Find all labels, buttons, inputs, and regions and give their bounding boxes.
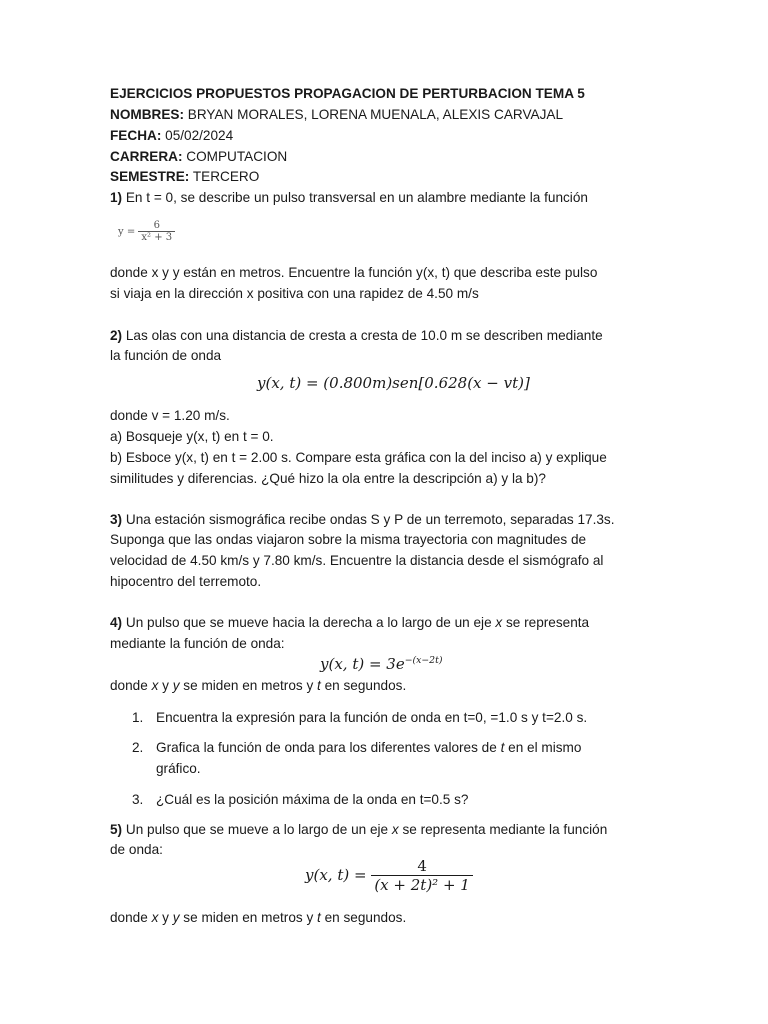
problem-4-l3-d: en segundos. [320,678,407,693]
carrera-line [110,147,287,167]
problem-4-eq-exponent: −(x−2t) [404,655,443,666]
problem-4-l3-x: x [151,678,159,693]
problem-5-l3-a: donde [110,910,152,925]
carrera-value: COMPUTACION [182,149,288,164]
semestre-label: SEMESTRE: [110,169,190,184]
problem-5-number: 5) [110,822,123,837]
problem-5-eq-lhs: y(x, t) = [305,865,367,884]
list-item-var-t: t [500,740,505,755]
problem-1-statement [110,188,588,208]
problem-2-line-3: donde v = 1.20 m/s. [110,408,230,423]
problem-3-statement [110,510,615,530]
problem-4-l3-b: y [158,678,173,693]
problem-2-equation: y(x, t) = (0.800m)sen[0.628(x − vt)] [257,374,530,392]
problem-3-line-2: Suponga que las ondas viajaron sobre la misma trayectoria con magnitudes de [110,532,587,547]
problem-5-l3-t: t [317,910,321,925]
nombres-line [110,105,563,125]
problem-5-eq-denominator: (x + 2t)² + 1 [371,875,473,894]
list-item-text-a: Grafica la función de onda para los diferentes valores de [156,740,501,755]
problem-1-number: 1) [110,190,123,205]
problem-1-line-3: si viaja en la dirección x positiva con una rapidez de 4.50 m/s [110,286,479,301]
fecha-line [110,126,233,146]
list-item-number: 3. [132,792,144,807]
problem-3-line-4: hipocentro del terremoto. [110,574,262,589]
problem-1-eq-numerator: 6 [153,220,160,231]
problem-5-var-x: x [391,822,399,837]
fecha-value: 05/02/2024 [161,128,234,143]
problem-1-eq-lhs: y = [118,226,136,238]
problem-3-number: 3) [110,512,123,527]
problem-4-text-b: se representa [502,615,590,630]
list-item-text: Encuentra la expresión para la función de onda en t=0, =1.0 s y t=2.0 s. [156,710,588,725]
list-item-text-2: gráfico. [156,761,201,776]
problem-2-statement [110,326,603,346]
carrera-label: CARRERA: [110,149,183,164]
problem-5-equation [305,858,473,894]
problem-5-eq-numerator: 4 [417,857,427,875]
problem-3-line-3: velocidad de 4.50 km/s y 7.80 km/s. Encuentre la distancia desde el sismógrafo al [110,553,604,568]
problem-4-var-x: x [495,615,503,630]
problem-4-equation [320,655,442,673]
problem-5-l3-y: y [172,910,180,925]
list-item-number: 1. [132,710,144,725]
document-title: EJERCICIOS PROPUESTOS PROPAGACION DE PERTURBACION TEMA 5 [110,86,585,101]
problem-1-line-2: donde x y y están en metros. Encuentre la función y(x, t) que describa este pulso [110,265,598,280]
problem-5-l3-d: en segundos. [320,910,407,925]
list-item-text: ¿Cuál es la posición máxima de la onda en t=0.5 s? [156,792,469,807]
problem-2-line-2: la función de onda [110,348,222,363]
problem-5-text-a: Un pulso que se mueve a lo largo de un eje [122,822,392,837]
problem-2-item-a: a) Bosqueje y(x, t) en t = 0. [110,429,274,444]
problem-2-text: Las olas con una distancia de cresta a cresta de 10.0 m se describen mediante [122,328,603,343]
problem-4-l3-y: y [172,678,180,693]
problem-4-eq-lhs: y(x, t) = 3e [320,655,405,673]
problem-4-l3-t: t [317,678,321,693]
problem-5-line-3 [110,908,406,928]
problem-4-text-a: Un pulso que se mueve hacia la derecha a lo largo de un eje [122,615,496,630]
problem-5-text-b: se representa mediante la función [398,822,608,837]
nombres-label: NOMBRES: [110,107,185,122]
problem-4-line-2: mediante la función de onda: [110,636,285,651]
fecha-label: FECHA: [110,128,162,143]
problem-5-l3-b: y [158,910,173,925]
problem-4-statement [110,613,589,633]
problem-5-eq-fraction [371,858,473,894]
problem-4-line-3 [110,676,406,696]
problem-1-text: En t = 0, se describe un pulso transversal en un alambre mediante la función [122,190,588,205]
problem-4-l3-a: donde [110,678,152,693]
problem-5-line-2: de onda: [110,842,163,857]
semestre-line [110,167,259,187]
problem-2-item-b: b) Esboce y(x, t) en t = 2.00 s. Compare esta gráfica con la del inciso a) y explique [110,450,607,465]
problem-4-l3-c: se miden en metros y [179,678,318,693]
list-item-number: 2. [132,740,144,755]
problem-5-l3-c: se miden en metros y [179,910,318,925]
list-item-text [156,737,581,758]
problem-2-item-b-cont: similitudes y diferencias. ¿Qué hizo la ola entre la descripción a) y la b)? [110,471,546,486]
problem-3-text: Una estación sismográfica recibe ondas S y P de un terremoto, separadas 17.3s. [122,512,615,527]
problem-2-number: 2) [110,328,123,343]
semestre-value: TERCERO [189,169,260,184]
problem-4-number: 4) [110,615,123,630]
nombres-value: BRYAN MORALES, LORENA MUENALA, ALEXIS CARVAJAL [184,107,564,122]
problem-1-equation [118,220,175,244]
list-item-text-b: en el mismo [504,740,582,755]
problem-5-l3-x: x [151,910,159,925]
problem-1-eq-denominator: x² + 3 [138,231,175,244]
problem-1-eq-fraction [138,220,175,244]
problem-5-statement [110,820,607,840]
